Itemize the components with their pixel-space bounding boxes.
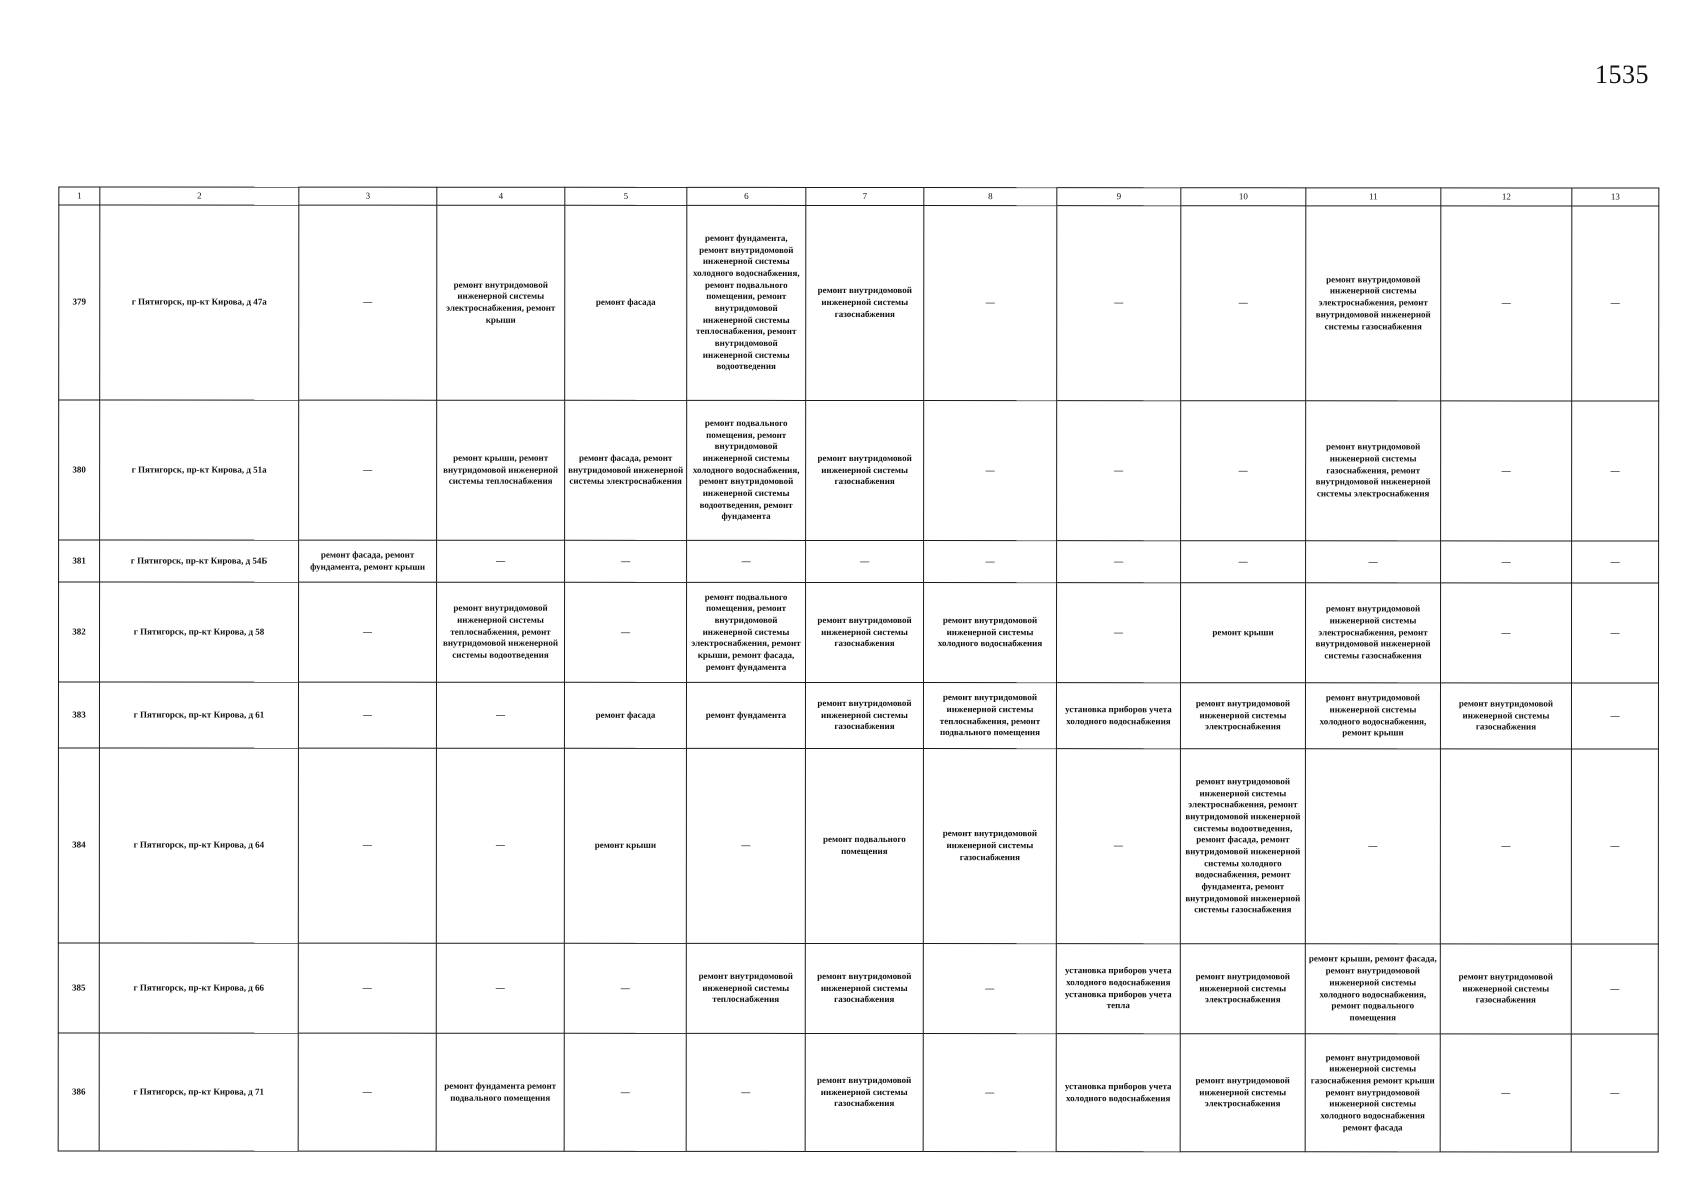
column-header: 4 [437,187,565,205]
cell-col-12: — [1440,1034,1571,1152]
cell-col-4: ремонт внутридомовой инженерной системы электроснабжения, ремонт крыши [437,205,565,400]
cell-col-12: ремонт внутридомовой инженерной системы газоснабжения [1440,683,1571,749]
cell-col-11: ремонт внутридомовой инженерной системы холодного водоснабжения, ремонт крыши [1305,683,1440,749]
table-row [59,540,1659,583]
cell-col-4: — [436,943,564,1033]
column-header: 1 [59,187,100,205]
row-address: г Пятигорск, пр-кт Кирова, д 47а [100,205,299,400]
row-address: г Пятигорск, пр-кт Кирова, д 51а [100,400,299,540]
cell-col-10: ремонт внутридомовой инженерной системы электроснабжения [1180,944,1305,1034]
cell-col-11: ремонт внутридомовой инженерной системы газоснабжения, ремонт внутридомовой инженерной системы электроснабжения [1306,401,1441,541]
cell-col-6: — [687,540,806,582]
cell-col-11: — [1306,541,1441,583]
column-header: 7 [806,187,924,205]
cell-col-5: ремонт крыши [564,748,686,943]
row-address: г Пятигорск, пр-кт Кирова, д 58 [99,582,298,682]
cell-col-5: — [564,1033,686,1151]
cell-col-13: — [1571,749,1658,944]
cell-col-3: — [298,943,436,1033]
cell-col-5: ремонт фасада, ремонт внутридомовой инженерной системы электроснабжения [565,400,687,540]
cell-col-11: ремонт внутридомовой инженерной системы электроснабжения, ремонт внутридомовой инженерной системы газоснабжения [1306,206,1441,401]
cell-col-8: ремонт внутридомовой инженерной системы холодного водоснабжения [923,583,1056,683]
row-number: 383 [58,682,99,748]
cell-col-3: — [298,1033,436,1151]
cell-col-4: ремонт фундамента ремонт подвального помещения [436,1033,564,1151]
cell-col-4: — [436,682,564,748]
table-row [58,682,1658,749]
row-number: 386 [58,1033,99,1151]
cell-col-12: — [1441,541,1572,583]
column-header: 3 [299,187,437,205]
row-address: г Пятигорск, пр-кт Кирова, д 61 [99,682,298,748]
cell-col-5: — [565,540,687,582]
cell-col-9: установка приборов учета холодного водоснабжения [1056,683,1180,749]
cell-col-8: — [923,1034,1056,1152]
cell-col-8: ремонт внутридомовой инженерной системы газоснабжения [923,749,1056,944]
row-number: 385 [58,943,99,1033]
row-address: г Пятигорск, пр-кт Кирова, д 71 [99,1033,298,1151]
cell-col-4: ремонт внутридомовой инженерной системы теплоснабжения, ремонт внутридомовой инженерной системы водоотведения [436,582,564,682]
table-row [59,400,1659,541]
column-header: 5 [565,187,687,205]
row-number: 382 [58,582,99,682]
cell-col-7: ремонт внутридомовой инженерной системы газоснабжения [805,582,923,682]
column-header: 10 [1181,188,1306,206]
cell-col-8: — [924,206,1057,401]
column-header: 12 [1441,188,1572,206]
cell-col-4: — [436,748,564,943]
cell-col-7: ремонт внутридомовой инженерной системы газоснабжения [805,1033,923,1151]
cell-col-7: — [806,540,924,582]
cell-col-7: ремонт внутридомовой инженерной системы газоснабжения [806,400,924,540]
cell-col-12: — [1441,206,1572,401]
cell-col-3: — [299,400,437,540]
row-number: 384 [58,748,99,943]
cell-col-8: — [924,541,1057,583]
cell-col-13: — [1571,1034,1658,1152]
column-header: 8 [924,188,1057,206]
repair-schedule-table [58,186,1660,1152]
cell-col-5: ремонт фасада [565,205,687,400]
cell-col-13: — [1571,583,1658,683]
cell-col-9: — [1056,749,1180,944]
cell-col-6: ремонт внутридомовой инженерной системы теплоснабжения [686,943,805,1033]
column-header: 13 [1572,188,1659,206]
cell-col-7: ремонт внутридомовой инженерной системы газоснабжения [805,943,923,1033]
cell-col-3: ремонт фасада, ремонт фундамента, ремонт крыши [299,540,437,582]
cell-col-11: — [1305,749,1440,944]
row-address: г Пятигорск, пр-кт Кирова, д 66 [99,943,298,1033]
cell-col-3: — [298,748,436,943]
column-header: 2 [100,187,299,205]
cell-col-9: — [1056,583,1180,683]
cell-col-8: — [923,944,1056,1034]
cell-col-9: — [1057,541,1181,583]
cell-col-12: — [1441,401,1572,541]
cell-col-13: — [1571,944,1658,1034]
cell-col-6: ремонт фундамента, ремонт внутридомовой инженерной системы холодного водоснабжения, ремонт подвального помещения, ремонт внутридомовой инженерной системы теплоснабжения, ремонт внутридомовой инженерной системы водоотведения [687,205,806,400]
cell-col-10: — [1181,541,1306,583]
cell-col-6: ремонт фундамента [686,682,805,748]
cell-col-6: ремонт подвального помещения, ремонт внутридомовой инженерной системы холодного водоснабжения, ремонт внутридомовой инженерной системы водоотведения, ремонт фундамента [687,400,806,540]
cell-col-5: — [564,943,686,1033]
column-header: 6 [687,187,806,205]
table-row [58,943,1658,1034]
cell-col-12: — [1440,749,1571,944]
row-number: 380 [59,400,100,540]
cell-col-7: ремонт внутридомовой инженерной системы газоснабжения [806,205,924,400]
column-number-row [59,187,1659,206]
cell-col-3: — [298,582,436,682]
cell-col-9: — [1057,206,1181,401]
cell-col-12: ремонт внутридомовой инженерной системы газоснабжения [1440,944,1571,1034]
cell-col-10: — [1181,401,1306,541]
cell-col-7: ремонт подвального помещения [805,748,923,943]
cell-col-13: — [1572,401,1659,541]
row-number: 379 [59,205,100,400]
cell-col-6: — [686,1033,805,1151]
cell-col-10: ремонт внутридомовой инженерной системы электроснабжения [1180,1034,1305,1152]
cell-col-13: — [1572,206,1659,401]
cell-col-13: — [1571,683,1658,749]
cell-col-6: — [686,748,805,943]
cell-col-10: — [1181,206,1306,401]
cell-col-13: — [1572,541,1659,583]
cell-col-8: ремонт внутридомовой инженерной системы теплоснабжения, ремонт подвального помещения [923,683,1056,749]
cell-col-7: ремонт внутридомовой инженерной системы газоснабжения [805,682,923,748]
cell-col-11: ремонт крыши, ремонт фасада, ремонт внутридомовой инженерной системы холодного водоснабжения, ремонт подвального помещения [1305,944,1440,1034]
cell-col-5: — [564,582,686,682]
table-row [58,1033,1658,1152]
row-address: г Пятигорск, пр-кт Кирова, д 64 [99,748,298,943]
table-row [59,205,1659,401]
table-row [58,748,1658,944]
cell-col-4: — [437,540,565,582]
cell-col-12: — [1440,583,1571,683]
row-address: г Пятигорск, пр-кт Кирова, д 54Б [100,540,299,582]
cell-col-10: ремонт внутридомовой инженерной системы электроснабжения [1180,683,1305,749]
column-header: 11 [1306,188,1441,206]
row-number: 381 [59,540,100,582]
cell-col-10: ремонт крыши [1180,583,1305,683]
cell-col-10: ремонт внутридомовой инженерной системы электроснабжения, ремонт внутридомовой инженерной системы водоотведения, ремонт фасада, ремонт внутридомовой инженерной системы холодного водоснабжения, ремонт фундамента, ремонт внутридомовой инженерной системы газоснабжения [1180,749,1305,944]
cell-col-5: ремонт фасада [564,682,686,748]
cell-col-6: ремонт подвального помещения, ремонт внутридомовой инженерной системы электроснабжения, ремонт крыши, ремонт фасада, ремонт фундамента [686,582,805,682]
cell-col-11: ремонт внутридомовой инженерной системы электроснабжения, ремонт внутридомовой инженерной системы газоснабжения [1305,583,1440,683]
cell-col-9: установка приборов учета холодного водоснабжения [1056,1034,1180,1152]
cell-col-9: — [1057,401,1181,541]
cell-col-3: — [299,205,437,400]
cell-col-8: — [924,401,1057,541]
table-row [58,582,1658,683]
column-header: 9 [1057,188,1181,206]
page-number: 1535 [1595,60,1649,89]
cell-col-4: ремонт крыши, ремонт внутридомовой инженерной системы теплоснабжения [437,400,565,540]
cell-col-9: установка приборов учета холодного водоснабжения установка приборов учета тепла [1056,944,1180,1034]
cell-col-11: ремонт внутридомовой инженерной системы газоснабжения ремонт крыши ремонт внутридомовой инженерной системы холодного водоснабжения ремонт фасада [1305,1034,1440,1152]
cell-col-3: — [298,682,436,748]
